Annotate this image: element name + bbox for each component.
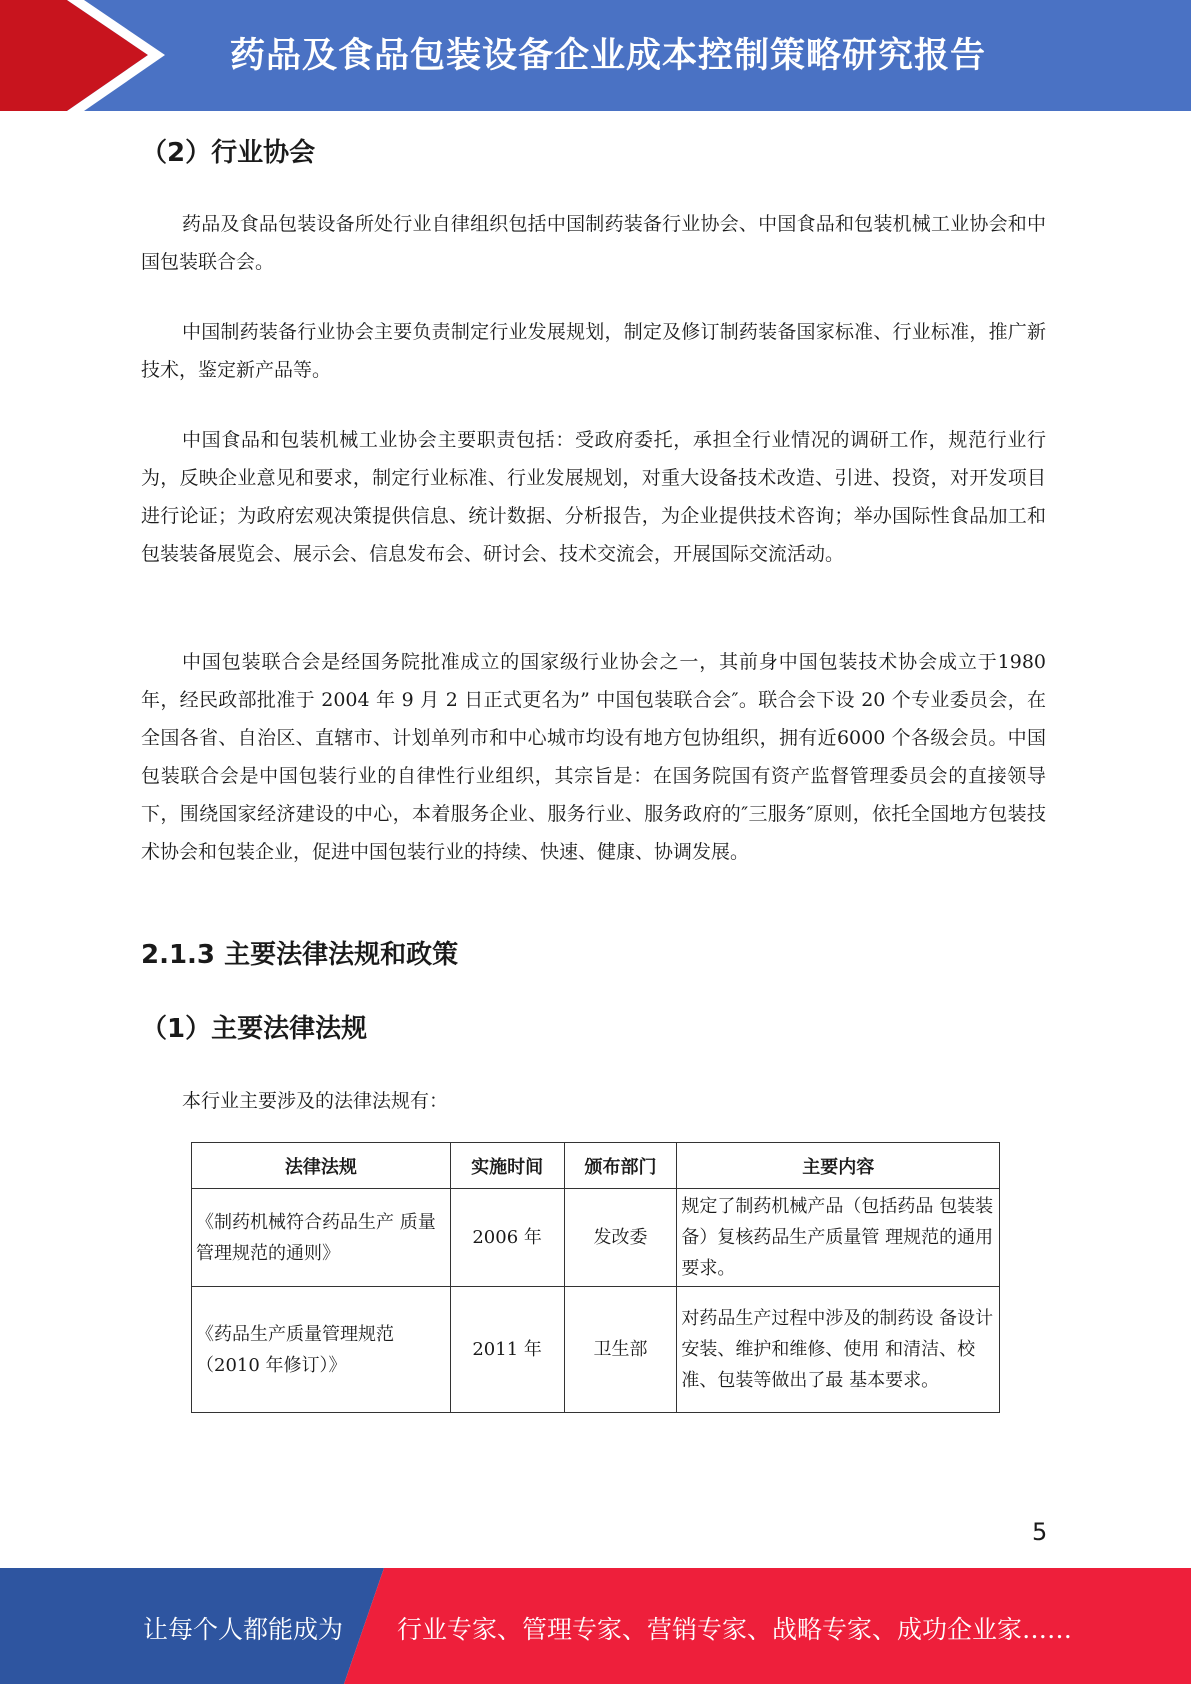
- column-header: 实施时间: [450, 1143, 564, 1189]
- footer-slogan-left: 让每个人都能成为: [143, 1615, 344, 1644]
- effective-year-cell: 2006 年: [450, 1189, 564, 1287]
- column-header: 颁布部门: [564, 1143, 677, 1189]
- paragraph: 中国制药装备行业协会主要负责制定行业发展规划，制定及修订制药装备国家标准、行业标准，推广新技术，鉴定新产品等。: [141, 321, 1046, 381]
- issuing-dept-cell: 卫生部: [564, 1287, 677, 1413]
- report-title: 药品及食品包装设备企业成本控制策略研究报告: [230, 36, 987, 76]
- main-content-cell: 规定了制药机械产品（包括药品 包装装备）复核药品生产质量管 理规范的通用要求。: [677, 1189, 1000, 1287]
- column-header: 主要内容: [677, 1143, 1000, 1189]
- paragraph: 中国食品和包装机械工业协会主要职责包括：受政府委托，承担全行业情况的调研工作，规范行业行为，反映企业意见和要求，制定行业标准、行业发展规划，对重大设备技术改造、引进、投资，对开发项目进行论证；为政府宏观决策提供信息、统计数据、分析报告，为企业提供技术咨询；举办国际性食品加工和包装装备展览会、展示会、信息发布会、研讨会、技术交流会，开展国际交流活动。: [141, 429, 1046, 565]
- laws-table: [191, 1142, 1000, 1413]
- subsection-heading-main-laws: （1）主要法律法规: [141, 1014, 368, 1044]
- law-name-cell: 《制药机械符合药品生产 质量管理规范的通则》: [192, 1189, 451, 1287]
- footer-slogan-right: 行业专家、管理专家、营销专家、战略专家、成功企业家……: [397, 1615, 1073, 1644]
- section-heading-industry-association: （2）行业协会: [141, 138, 316, 168]
- table-intro: 本行业主要涉及的法律法规有：: [182, 1090, 449, 1112]
- page-header: [0, 0, 1191, 111]
- column-header: 法律法规: [192, 1143, 451, 1189]
- table-row: [192, 1189, 1000, 1287]
- table-header-row: [192, 1143, 1000, 1189]
- section-heading-laws-policies: 2.1.3 主要法律法规和政策: [141, 940, 459, 970]
- law-name-cell: 《药品生产质量管理规范（2010 年修订）》: [192, 1287, 451, 1413]
- page-number: 5: [1032, 1518, 1048, 1546]
- issuing-dept-cell: 发改委: [564, 1189, 677, 1287]
- paragraph: 中国包装联合会是经国务院批准成立的国家级行业协会之一，其前身中国包装技术协会成立于1980 年，经民政部批准于 2004 年 9 月 2 日正式更名为” 中国包装联合会″。联合会下设 20 个专业委员会，在全国各省、自治区、直辖市、计划单列市和中心城市均设有地方包协组织，拥有近6000 个各级会员。中国包装联合会是中国包装行业的自律性行业组织，其宗旨是：在国务院国有资产监督管理委员会的直接领导下，围绕国家经济建设的中心，本着服务企业、服务行业、服务政府的″三服务″原则，依托全国地方包装技术协会和包装企业，促进中国包装行业的持续、快速、健康、协调发展。: [141, 651, 1046, 863]
- page-footer: [0, 1568, 1191, 1684]
- table-row: [192, 1287, 1000, 1413]
- effective-year-cell: 2011 年: [450, 1287, 564, 1413]
- main-content-cell: 对药品生产过程中涉及的制药设 备设计安装、维护和维修、使用 和清洁、校准、包装等做出了最 基本要求。: [677, 1287, 1000, 1413]
- paragraph: 药品及食品包装设备所处行业自律组织包括中国制药装备行业协会、中国食品和包装机械工业协会和中国包装联合会。: [141, 213, 1046, 273]
